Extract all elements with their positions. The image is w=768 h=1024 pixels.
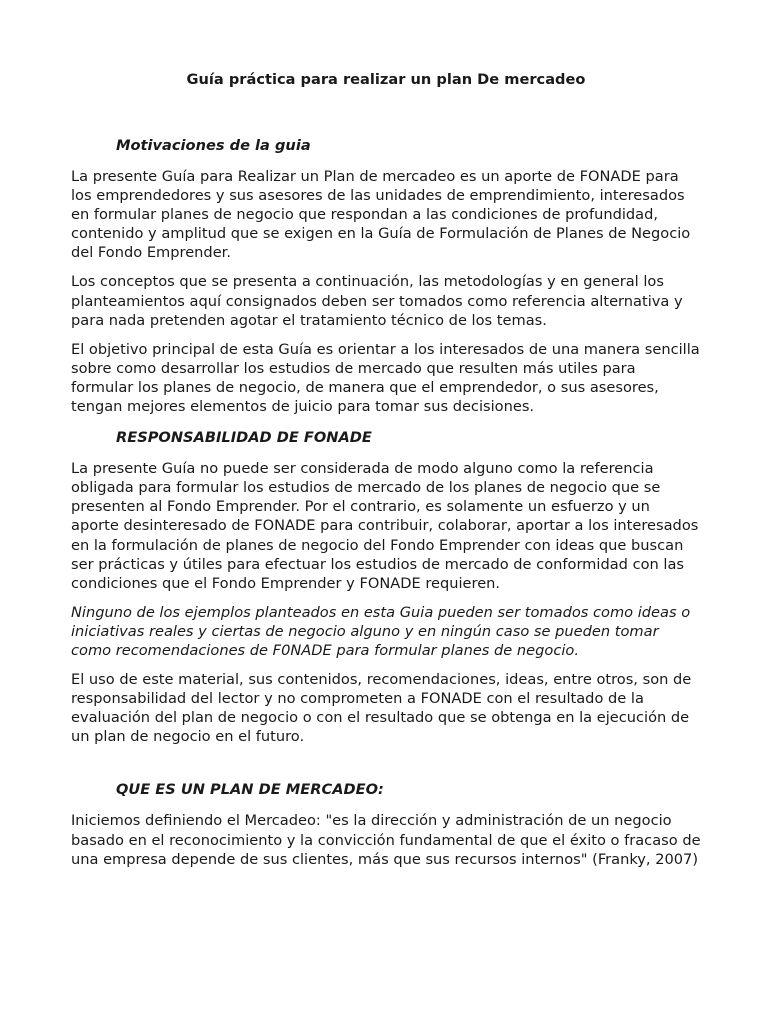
- document-title: Guía práctica para realizar un plan De mercadeo: [186, 71, 586, 88]
- paragraph: La presente Guía no puede ser considerada de modo alguno como la referencia obligada para formular los estudios de mercado de los planes de negocio que se presenten al Fondo Emprender. Por el contrario, es solamente un esfuerzo y un aporte desinteresado de FONADE para contribuir, colaborar, aportar a los interesados en la formulación de planes de negocio del Fondo Emprender con ideas que buscan ser prácticas y útiles para efectuar los estudios de mercado de conformidad con las condiciones que el Fondo Emprender y FONADE requieren.: [71, 460, 699, 592]
- paragraph: Los conceptos que se presenta a continuación, las metodologías y en general los planteamientos aquí consignados deben ser tomados como referencia alternativa y para nada pretenden agotar el tratamiento técnico de los temas.: [71, 273, 683, 329]
- disclaimer-paragraph: Ninguno de los ejemplos planteados en esta Guia pueden ser tomados como ideas o iniciativas reales y ciertas de negocio alguno y en ningún caso se pueden tomar como recomendaciones de F0NADE para formular planes de negocio.: [71, 603, 691, 659]
- section-heading-plan-mercadeo: QUE ES UN PLAN DE MERCADEO:: [116, 781, 384, 799]
- paragraph: El objetivo principal de esta Guía es orientar a los interesados de una manera sencilla sobre como desarrollar los estudios de mercado que resulten más utiles para formular los planes de negocio, de manera que el emprendedor, o sus asesores, tengan mejores elementos de juicio para tomar sus decisiones.: [71, 340, 700, 416]
- paragraph: La presente Guía para Realizar un Plan de mercadeo es un aporte de FONADE para los emprendedores y sus asesores de las unidades de emprendimiento, interesados en formular planes de negocio que respondan a las condiciones de profundidad, contenido y amplitud que se exigen en la Guía de Formulación de Planes de Negocio del Fondo Emprender.: [71, 168, 691, 262]
- section-heading-motivaciones: Motivaciones de la guia: [116, 137, 311, 154]
- section-heading-responsabilidad: RESPONSABILIDAD DE FONADE: [116, 429, 372, 447]
- paragraph: Iniciemos definiendo el Mercadeo: "es la dirección y administración de un negocio basado en el reconocimiento y la convicción fundamental de que el éxito o fracaso de una empresa depende de sus clientes, más que sus recursos internos" (Franky, 2007): [71, 812, 701, 868]
- paragraph: El uso de este material, sus contenidos, recomendaciones, ideas, entre otros, son de responsabilidad del lector y no comprometen a FONADE con el resultado de la evaluación del plan de negocio o con el resultado que se obtenga en la ejecución de un plan de negocio en el futuro.: [71, 671, 692, 746]
- document-page: [71, 68, 701, 879]
